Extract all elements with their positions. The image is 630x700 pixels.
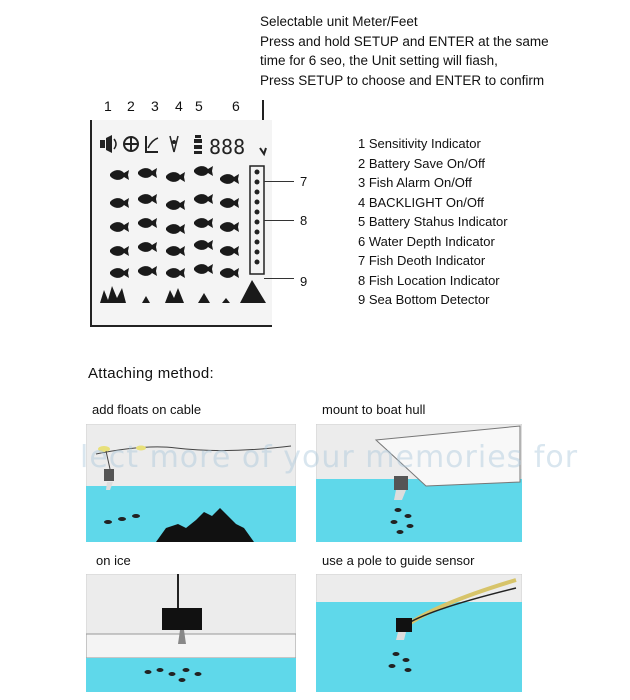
sensitivity-icon <box>100 135 116 153</box>
indicator-number: 2 <box>127 98 135 114</box>
callout-number: 8 <box>300 213 308 228</box>
sea-bottom-graphic <box>100 280 266 303</box>
panel-on-ice <box>86 574 296 692</box>
indicator-legend <box>358 134 508 310</box>
legend-item: 9 Sea Bottom Detector <box>358 292 490 307</box>
callout-line <box>264 278 294 279</box>
legend-item: 5 Battery Stahus Indicator <box>358 214 508 229</box>
section-title: Attaching method: <box>88 365 215 382</box>
legend-item: 6 Water Depth Indicator <box>358 233 495 249</box>
unit-instructions <box>260 12 549 90</box>
legend-item: 7 Fish Deoth Indicator <box>358 253 486 268</box>
instruction-line: Selectable unit Meter/Feet <box>260 14 418 29</box>
instruction-line: Press and hold SETUP and ENTER at the same <box>260 33 549 49</box>
indicator-number: 4 <box>175 98 183 114</box>
depth-digits: 888 <box>209 135 246 159</box>
backlight-icon <box>170 136 178 152</box>
indicator-number: 3 <box>151 98 159 114</box>
watermark: lect more of your memories for <box>80 440 579 475</box>
callout-line <box>264 181 294 182</box>
fish-grid <box>110 166 239 278</box>
callout-line <box>264 220 294 221</box>
callout-number: 7 <box>300 174 308 189</box>
panel-label: add floats on cable <box>92 402 202 417</box>
lcd-graphics <box>90 118 272 328</box>
legend-item: 1 Sensitivity Indicator <box>358 136 481 151</box>
indicator-number: 5 <box>195 98 203 114</box>
callout-number: 9 <box>300 274 308 289</box>
battery-status-icon <box>194 135 202 154</box>
panel-label: on ice <box>96 553 131 568</box>
panel-label: use a pole to guide sensor <box>322 553 475 568</box>
panel-label: mount to boat hull <box>322 402 426 417</box>
legend-item: 3 Fish Alarm On/Off <box>358 175 472 190</box>
fish-alarm-icon <box>146 136 158 152</box>
instruction-line: Press SETUP to choose and ENTER to confirm <box>260 72 545 88</box>
battery-save-icon <box>124 137 138 151</box>
indicator-number: 6 <box>232 98 240 114</box>
legend-item: 4 BACKLIGHT On/Off <box>358 194 484 210</box>
indicator-number: 1 <box>104 98 112 114</box>
instruction-line: time for 6 seo, the Unit setting will fiash, <box>260 53 498 68</box>
panel-pole-guide <box>316 574 522 692</box>
unit-tick-icon <box>260 148 266 154</box>
legend-item: 2 Battery Save On/Off <box>358 155 485 171</box>
legend-item: 8 Fish Location Indicator <box>358 272 500 288</box>
